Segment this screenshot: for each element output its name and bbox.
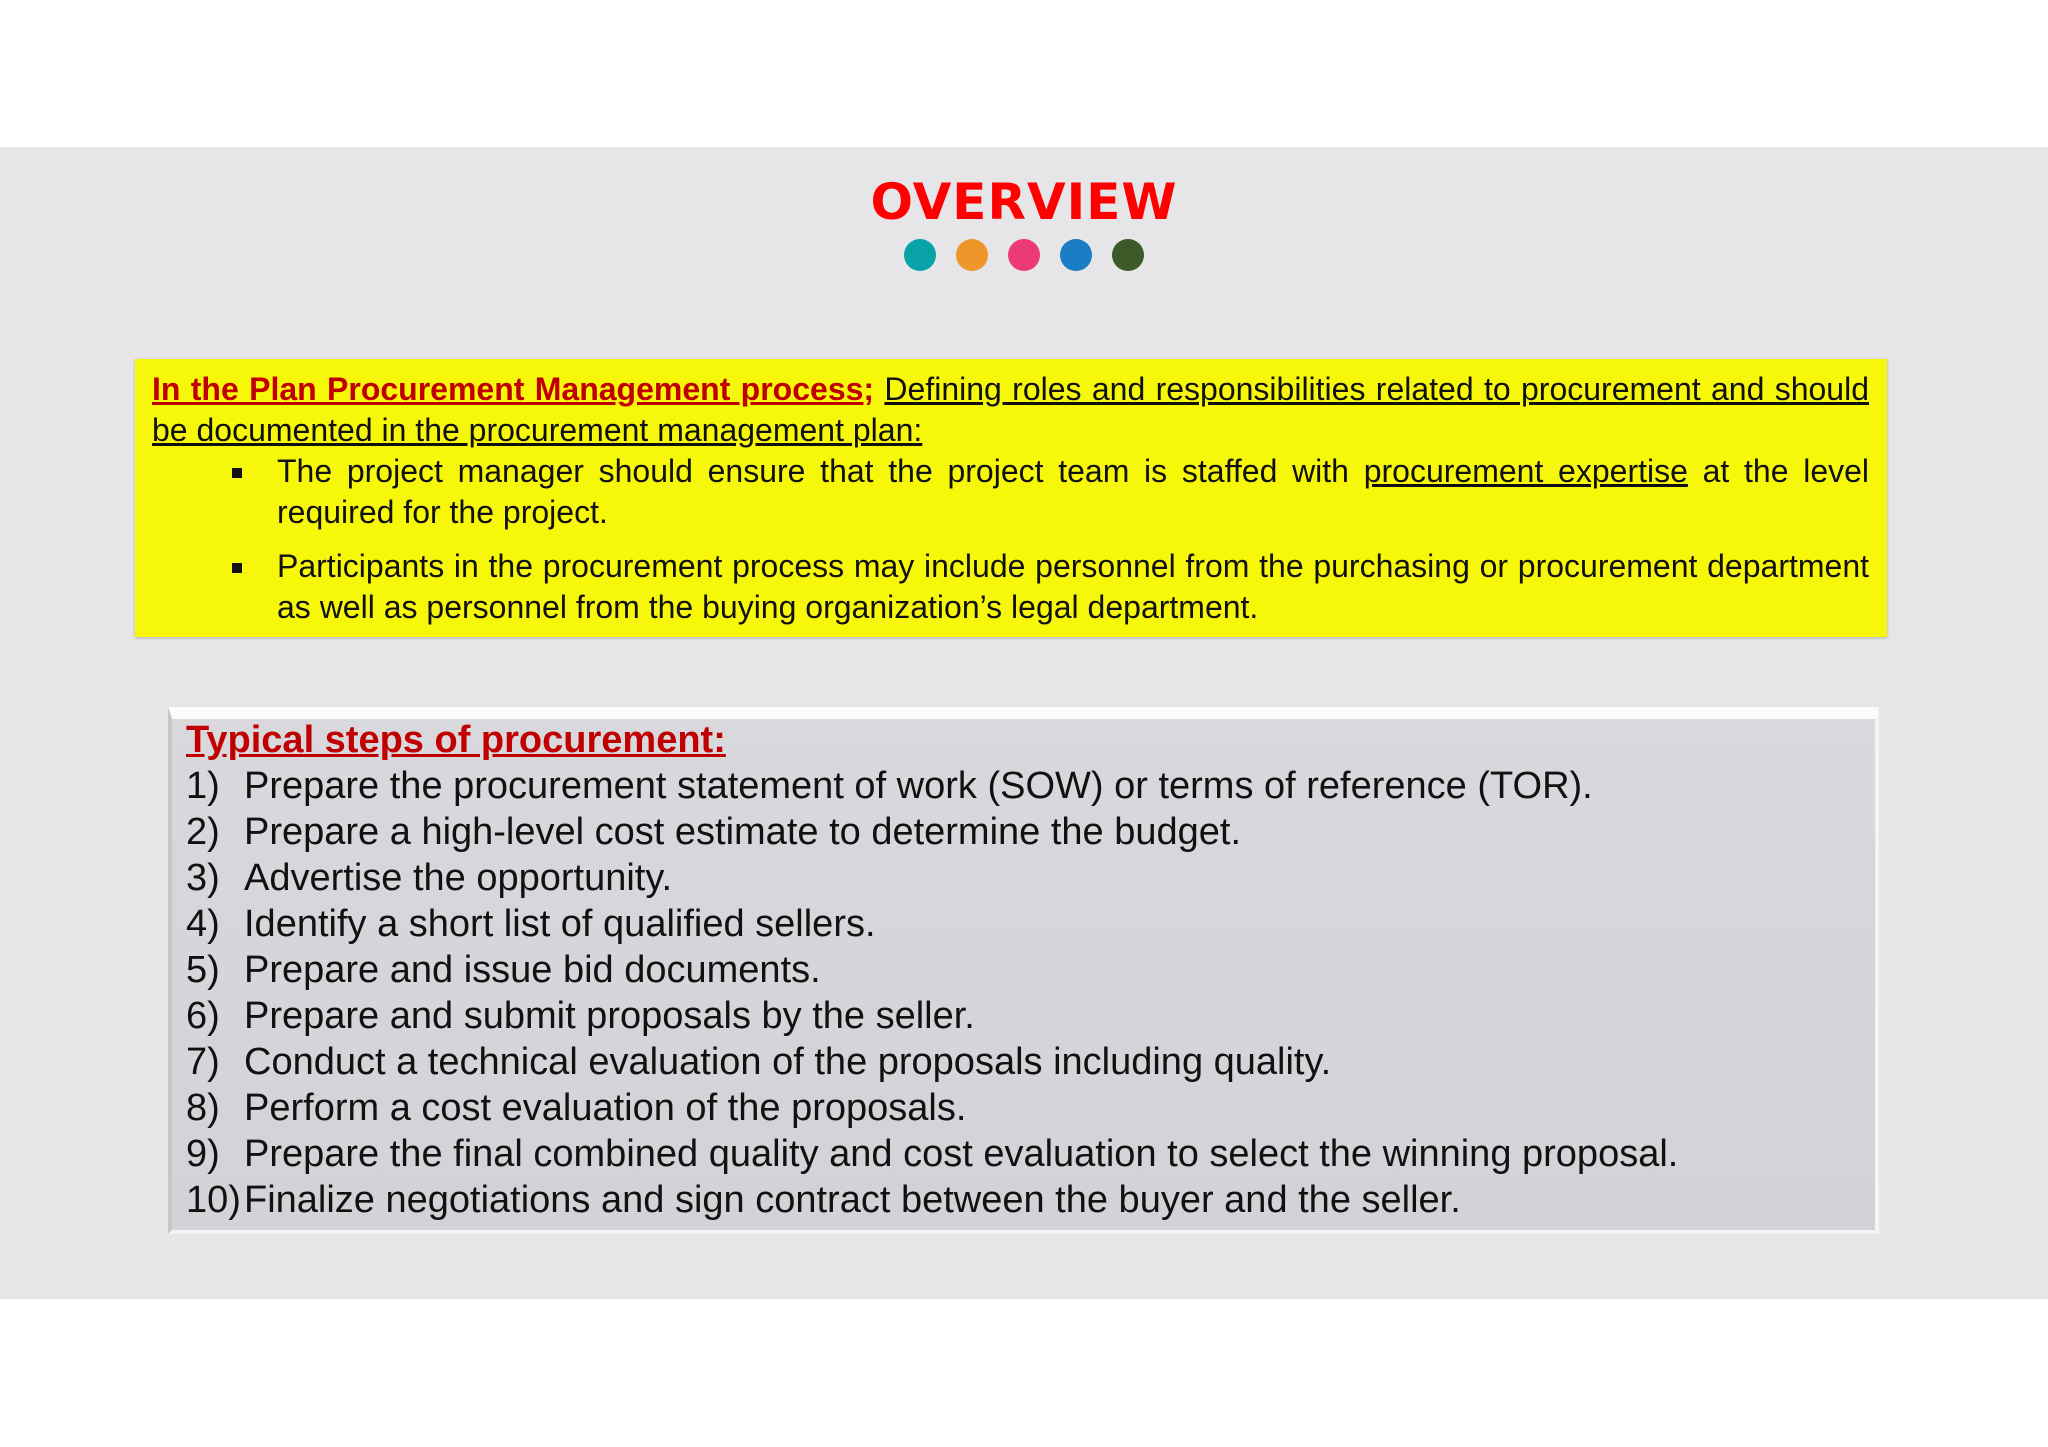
step-item	[186, 855, 1875, 901]
dot-teal	[904, 239, 936, 271]
plan-intro	[152, 369, 1869, 451]
step-item	[186, 1177, 1875, 1223]
step-number: 4)	[186, 903, 220, 945]
dot-green	[1112, 239, 1144, 271]
step-number: 1)	[186, 765, 220, 807]
step-text: Prepare the final combined quality and cost evaluation to select the winning proposal.	[244, 1133, 1679, 1175]
step-text: Prepare and submit proposals by the seller.	[244, 995, 975, 1037]
bullet-square-icon	[232, 468, 242, 478]
plan-bullets	[152, 451, 1869, 628]
step-text: Prepare a high-level cost estimate to determine the budget.	[244, 811, 1242, 853]
step-number: 9)	[186, 1133, 220, 1175]
bullet1-link: procurement expertise	[1363, 453, 1688, 489]
step-item	[186, 1085, 1875, 1131]
plan-procurement-box	[135, 359, 1887, 637]
slide-title: OVERVIEW	[870, 173, 1178, 231]
step-number: 6)	[186, 995, 220, 1037]
decorative-dots	[0, 239, 2048, 271]
step-text: Prepare and issue bid documents.	[244, 949, 821, 991]
steps-list	[186, 763, 1875, 1223]
step-number: 10)	[186, 1179, 241, 1221]
step-item	[186, 763, 1875, 809]
step-text: Finalize negotiations and sign contract between the buyer and the seller.	[244, 1179, 1461, 1221]
bullet1-after: at the level required for the project.	[277, 453, 1870, 530]
step-item	[186, 993, 1875, 1039]
step-text: Prepare the procurement statement of work (SOW) or terms of reference (TOR).	[244, 765, 1593, 807]
steps-heading: Typical steps of procurement:	[186, 719, 726, 761]
step-text: Advertise the opportunity.	[244, 857, 673, 899]
step-item	[186, 947, 1875, 993]
step-number: 3)	[186, 857, 220, 899]
step-item	[186, 809, 1875, 855]
step-text: Conduct a technical evaluation of the proposals including quality.	[244, 1041, 1332, 1083]
dot-blue	[1060, 239, 1092, 271]
step-number: 7)	[186, 1041, 220, 1083]
dot-pink	[1008, 239, 1040, 271]
step-text: Identify a short list of qualified sellers.	[244, 903, 876, 945]
bullet2-text: Participants in the procurement process may include personnel from the purchasing or procurement department as well as personnel from the buying organization’s legal department.	[277, 548, 1869, 625]
procurement-steps-box	[168, 707, 1879, 1234]
step-item	[186, 1039, 1875, 1085]
step-number: 5)	[186, 949, 220, 991]
step-item	[186, 1131, 1875, 1177]
step-number: 8)	[186, 1087, 220, 1129]
step-number: 2)	[186, 811, 220, 853]
plan-lead-rest: Defining roles and responsibilities related to procurement and should be documented in the procurement management plan:	[152, 371, 1870, 448]
bullet-item	[152, 546, 1869, 628]
bullet1-before: The project manager should ensure that the project team is staffed with	[277, 453, 1349, 489]
step-item	[186, 901, 1875, 947]
slide	[0, 147, 2048, 1299]
dot-orange	[956, 239, 988, 271]
step-text: Perform a cost evaluation of the proposals.	[244, 1087, 967, 1129]
bullet-square-icon	[232, 563, 242, 573]
plan-lead: In the Plan Procurement Management process;	[152, 371, 875, 407]
bullet-item	[152, 451, 1869, 533]
